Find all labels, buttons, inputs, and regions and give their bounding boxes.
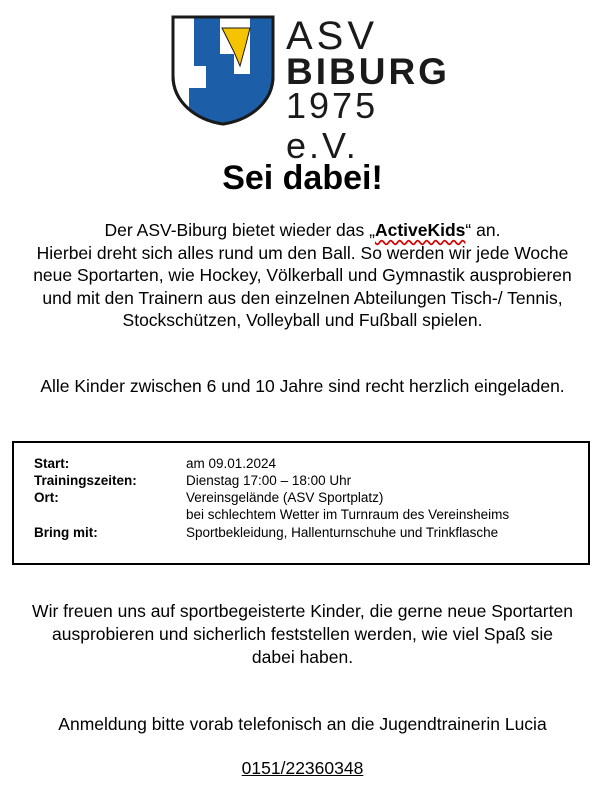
detail-label-bring: Bring mit: <box>34 525 98 540</box>
phone-number-link[interactable]: 0151/22360348 <box>241 758 364 778</box>
program-name: ActiveKids <box>374 220 466 240</box>
closing-paragraph: Wir freuen uns auf sportbegeisterte Kinder, die gerne neue Sportarten ausprobieren und sicherlich feststellen werden, wie viel Spaß sie dabei haben. <box>32 601 573 667</box>
intro-paragraph <box>30 219 575 332</box>
intro-lead-text: Der ASV-Biburg bietet wieder das „ <box>104 220 375 240</box>
detail-value-bring: Sportbekleidung, Hallenturnschuhe und Trinkflasche <box>186 525 499 540</box>
intro-body: Hierbei dreht sich alles rund um den Ball. So werden wir jede Woche neue Sportarten, wie Hockey, Völkerball und Gymnastik ausprobieren und mit den Trainern aus den einzelnen Abteilungen Tisch-/ Tennis, Stockschützen, Volleyball und Fußball spielen. <box>33 242 572 330</box>
intro-first-line <box>30 219 575 242</box>
club-logo <box>170 14 455 166</box>
wordmark-year: 1975 e.V. <box>286 85 379 166</box>
invitation-text: Alle Kinder zwischen 6 und 10 Jahre sind recht herzlich eingeladen. <box>40 376 565 396</box>
club-crest-icon <box>170 14 276 126</box>
detail-label-start: Start: <box>34 456 70 471</box>
intro-trail-text: “ an. <box>465 220 501 240</box>
signup-note: Anmeldung bitte vorab telefonisch an die Jugendtrainerin Lucia <box>58 714 547 734</box>
wordmark-asv: ASV <box>286 14 379 58</box>
page-title: Sei dabei! <box>222 159 383 197</box>
phone-number <box>0 757 605 779</box>
detail-value-start: am 09.01.2024 <box>186 456 277 471</box>
detail-value-place: Vereinsgelände (ASV Sportplatz) <box>186 490 384 505</box>
details-box <box>12 441 590 565</box>
club-wordmark <box>286 14 458 166</box>
detail-label-place: Ort: <box>34 490 59 505</box>
wordmark-biburg: BIBURG <box>286 51 450 92</box>
detail-value-times: Dienstag 17:00 – 18:00 Uhr <box>186 473 352 488</box>
detail-value-place-alt: bei schlechtem Wetter im Turnraum des Vereinsheims <box>186 507 510 522</box>
detail-label-times: Trainingszeiten: <box>34 473 137 488</box>
